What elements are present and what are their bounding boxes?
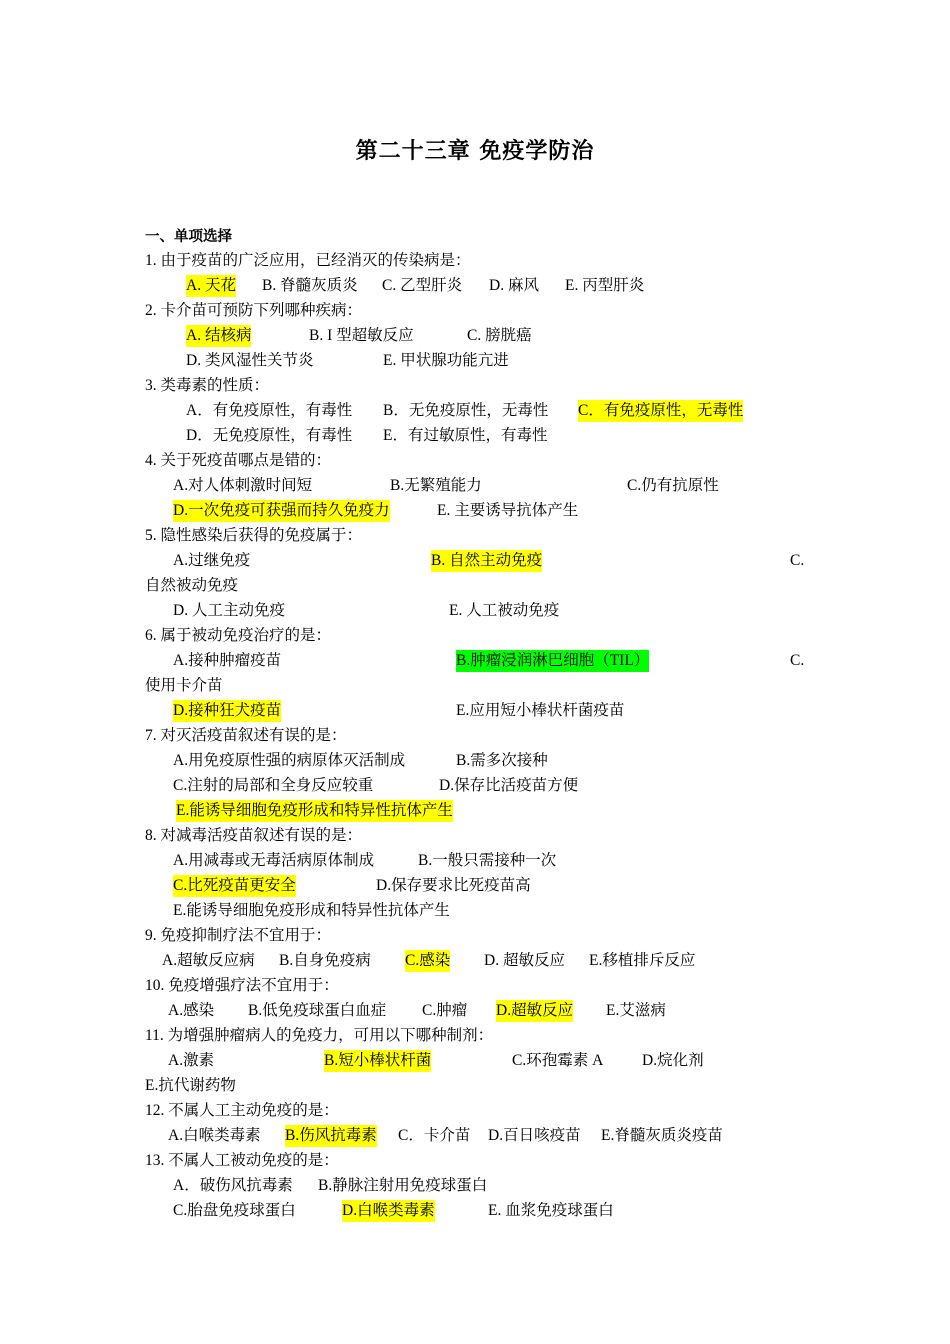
question-11-stem: 11. 为增强肿瘤病人的免疫力，可用以下哪种制剂： [145, 1027, 494, 1044]
q10-option-b: B.低免疫球蛋白血症 [248, 1002, 387, 1019]
q4-option-b: B.无繁殖能力 [390, 477, 482, 494]
q6-option-d: D.接种狂犬疫苗 [173, 700, 281, 722]
q5-option-c-letter: C. [790, 552, 805, 569]
q2-option-c: C. 膀胱癌 [467, 327, 532, 344]
q4-option-c: C.仍有抗原性 [627, 477, 719, 494]
q3-option-a: A．有免疫原性，有毒性 [186, 402, 353, 419]
question-7-stem: 7. 对灭活疫苗叙述有误的是： [145, 727, 347, 744]
question-1-stem: 1. 由于疫苗的广泛应用，已经消灭的传染病是： [145, 252, 471, 269]
q5-option-b: B. 自然主动免疫 [431, 550, 542, 572]
q2-option-a: A. 结核病 [186, 325, 251, 347]
q12-option-d: D.百日咳疫苗 [488, 1127, 581, 1144]
q6-option-e: E.应用短小棒状杆菌疫苗 [456, 702, 625, 719]
q1-option-c: C. 乙型肝炎 [382, 277, 463, 294]
q5-option-e: E. 人工被动免疫 [449, 602, 560, 619]
q1-option-e: E. 丙型肝炎 [565, 277, 645, 294]
q2-option-b: B. I 型超敏反应 [309, 327, 414, 344]
q10-option-a: A.感染 [168, 1002, 215, 1019]
q9-option-c: C.感染 [405, 950, 450, 972]
q12-option-b: B.伤风抗毒素 [285, 1125, 377, 1147]
q4-option-d: D.一次免疫可获强而持久免疫力 [173, 500, 390, 522]
q13-option-b: B.静脉注射用免疫球蛋白 [318, 1177, 488, 1194]
q8-option-b: B.一般只需接种一次 [418, 852, 557, 869]
question-12-stem: 12. 不属人工主动免疫的是： [145, 1102, 339, 1119]
q7-option-b: B.需多次接种 [456, 752, 548, 769]
q12-option-a: A.白喉类毒素 [168, 1127, 261, 1144]
q9-option-d: D. 超敏反应 [484, 952, 565, 969]
q8-option-d: D.保存要求比死疫苗高 [376, 877, 531, 894]
question-8-stem: 8. 对减毒活疫苗叙述有误的是： [145, 827, 363, 844]
q6-option-a: A.接种肿瘤疫苗 [173, 652, 282, 669]
section-heading: 一、单项选择 [145, 229, 232, 245]
q9-option-b: B.自身免疫病 [279, 952, 371, 969]
q7-option-d: D.保存比活疫苗方便 [439, 777, 579, 794]
q2-option-e: E. 甲状腺功能亢进 [383, 352, 509, 369]
q5-option-d: D. 人工主动免疫 [173, 602, 285, 619]
q9-option-e: E.移植排斥反应 [589, 952, 696, 969]
q10-option-e: E.艾滋病 [606, 1002, 666, 1019]
question-6-stem: 6. 属于被动免疫治疗的是： [145, 627, 332, 644]
q6-option-b: B.肿瘤浸润淋巴细胞（TIL） [456, 650, 649, 672]
question-9-stem: 9. 免疫抑制疗法不宜用于： [145, 927, 332, 944]
q11-option-b: B.短小棒状杆菌 [324, 1050, 431, 1072]
q10-option-c: C.肿瘤 [422, 1002, 468, 1019]
q8-option-e: E.能诱导细胞免疫形成和特异性抗体产生 [173, 902, 450, 919]
question-4-stem: 4. 关于死疫苗哪点是错的： [145, 452, 332, 469]
q1-option-d: D. 麻风 [489, 277, 539, 294]
q3-option-c: C．有免疫原性，无毒性 [578, 400, 743, 422]
q1-option-a: A. 天花 [186, 275, 236, 297]
question-3-stem: 3. 类毒素的性质： [145, 377, 270, 394]
q4-option-e: E. 主要诱导抗体产生 [437, 502, 579, 519]
q3-option-e: E．有过敏原性，有毒性 [383, 427, 548, 444]
q11-option-d: D.烷化剂 [642, 1052, 704, 1069]
q7-option-e: E.能诱导细胞免疫形成和特异性抗体产生 [176, 800, 453, 822]
q12-option-e: E.脊髓灰质炎疫苗 [601, 1127, 723, 1144]
q13-option-c: C.胎盘免疫球蛋白 [173, 1202, 296, 1219]
question-2-stem: 2. 卡介苗可预防下列哪种疾病： [145, 302, 363, 319]
q5-option-c-text: 自然被动免疫 [145, 577, 239, 594]
q4-option-a: A.对人体刺激时间短 [173, 477, 313, 494]
q10-option-d: D.超敏反应 [496, 1000, 573, 1022]
q9-option-a: A.超敏反应病 [162, 952, 255, 969]
q6-option-c-letter: C. [790, 652, 805, 669]
q3-option-b: B．无免疫原性，无毒性 [383, 402, 549, 419]
q13-option-e: E. 血浆免疫球蛋白 [488, 1202, 614, 1219]
q11-option-e: E.抗代谢药物 [145, 1077, 236, 1094]
q8-option-a: A.用减毒或无毒活病原体制成 [173, 852, 375, 869]
q7-option-a: A.用免疫原性强的病原体灭活制成 [173, 752, 406, 769]
question-5-stem: 5. 隐性感染后获得的免疫属于： [145, 527, 363, 544]
q12-option-c: C．卡介苗 [398, 1127, 471, 1144]
q5-option-a: A.过继免疫 [173, 552, 251, 569]
q11-option-a: A.激素 [168, 1052, 215, 1069]
q13-option-a: A．破伤风抗毒素 [173, 1177, 293, 1194]
q6-option-c-text: 使用卡介苗 [145, 677, 223, 694]
q1-option-b: B. 脊髓灰质炎 [262, 277, 358, 294]
q13-option-d: D.白喉类毒素 [342, 1200, 435, 1222]
q8-option-c: C.比死疫苗更安全 [173, 875, 296, 897]
q2-option-d: D. 类风湿性关节炎 [186, 352, 314, 369]
q11-option-c: C.环孢霉素 A [512, 1052, 604, 1069]
q3-option-d: D．无免疫原性，有毒性 [186, 427, 353, 444]
question-10-stem: 10. 免疫增强疗法不宜用于： [145, 977, 339, 994]
q7-option-c: C.注射的局部和全身反应较重 [173, 777, 374, 794]
question-13-stem: 13. 不属人工被动免疫的是： [145, 1152, 339, 1169]
page-title: 第二十三章 免疫学防治 [355, 139, 595, 164]
